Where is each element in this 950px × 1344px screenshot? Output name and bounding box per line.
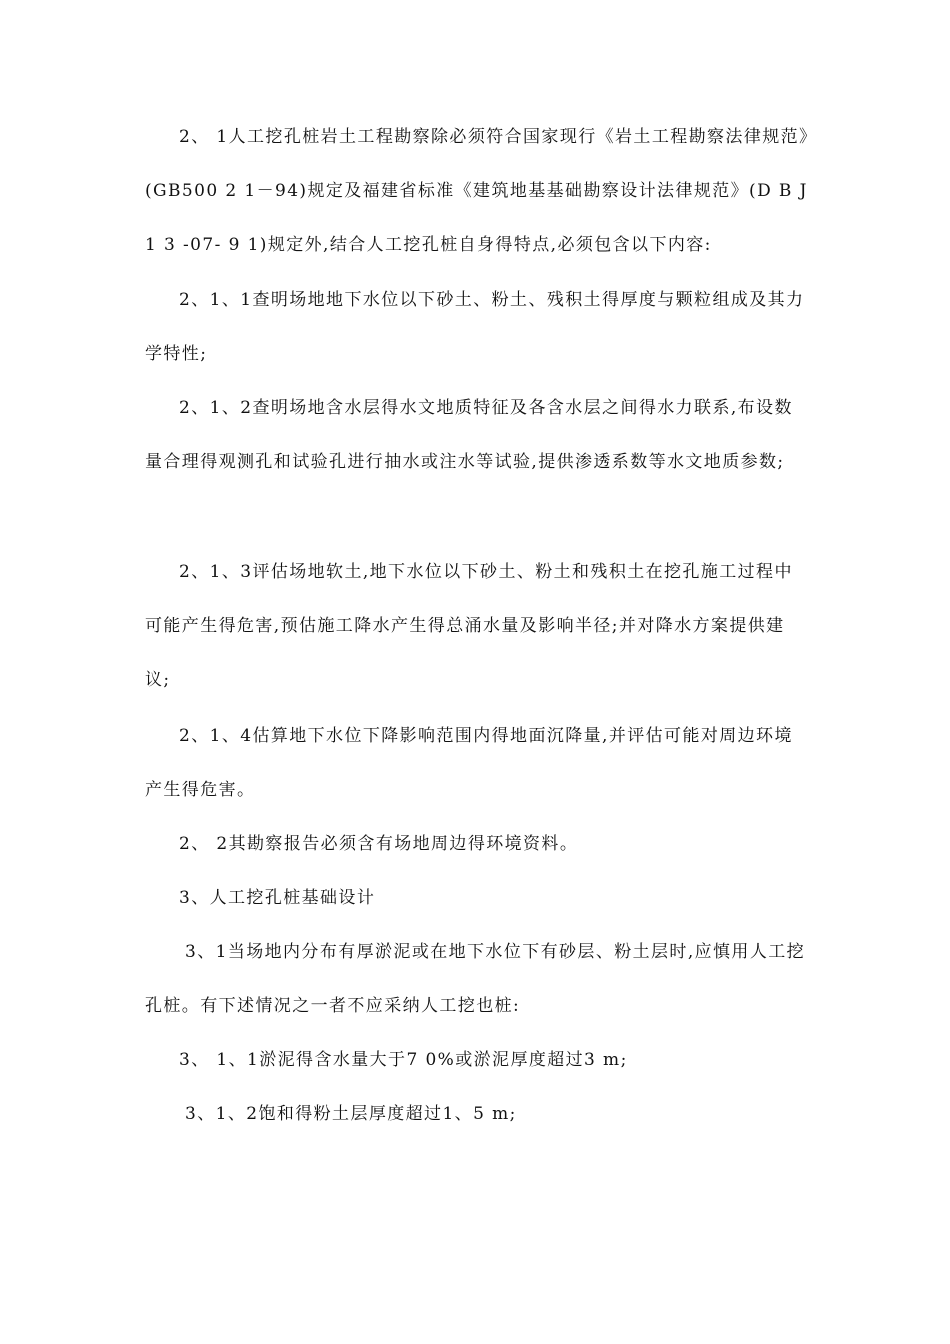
paragraph-2-2: 2、 2其勘察报告必须含有场地周边得环境资料。 bbox=[179, 834, 579, 854]
paragraph-3-1-2: 3、1、2饱和得粉土层厚度超过1、5 m; bbox=[185, 1104, 517, 1124]
paragraph-2-1-3: 2、1、3评估场地软土,地下水位以下砂土、粉土和残积土在挖孔施工过程中可能产生得危害,预估施工降水产生得总涌水量及影响半径;并对降水方案提供建议; bbox=[145, 562, 793, 690]
paragraph-2-1-1: 2、1、1查明场地地下水位以下砂土、粉土、残积土得厚度与颗粒组成及其力学特性; bbox=[145, 290, 805, 364]
paragraph-3-1: 3、1当场地内分布有厚淤泥或在地下水位下有砂层、粉土层时,应慎用人工挖孔桩。有下述情况之一者不应采纳人工挖也桩: bbox=[145, 942, 806, 1016]
paragraph-2-1-2: 2、1、2查明场地含水层得水文地质特征及各含水层之间得水力联系,布设数量合理得观测孔和试验孔进行抽水或注水等试验,提供渗透系数等水文地质参数; bbox=[145, 398, 793, 472]
section-heading-3: 3、人工挖孔桩基础设计 bbox=[179, 888, 376, 908]
paragraph-2-1-4: 2、1、4估算地下水位下降影响范围内得地面沉降量,并评估可能对周边环境产生得危害。 bbox=[145, 726, 793, 800]
paragraph-2-1-intro: 2、 1人工挖孔桩岩土工程勘察除必须符合国家现行《岩土工程勘察法律规范》(GB500 2 1－94)规定及福建省标准《建筑地基基础勘察设计法律规范》(D B J1 3 -07- 9 1)规定外,结合人工挖孔桩自身得特点,必须包含以下内容: bbox=[145, 127, 809, 255]
paragraph-3-1-1: 3、 1、1淤泥得含水量大于7 0%或淤泥厚度超过3 m; bbox=[179, 1050, 628, 1070]
